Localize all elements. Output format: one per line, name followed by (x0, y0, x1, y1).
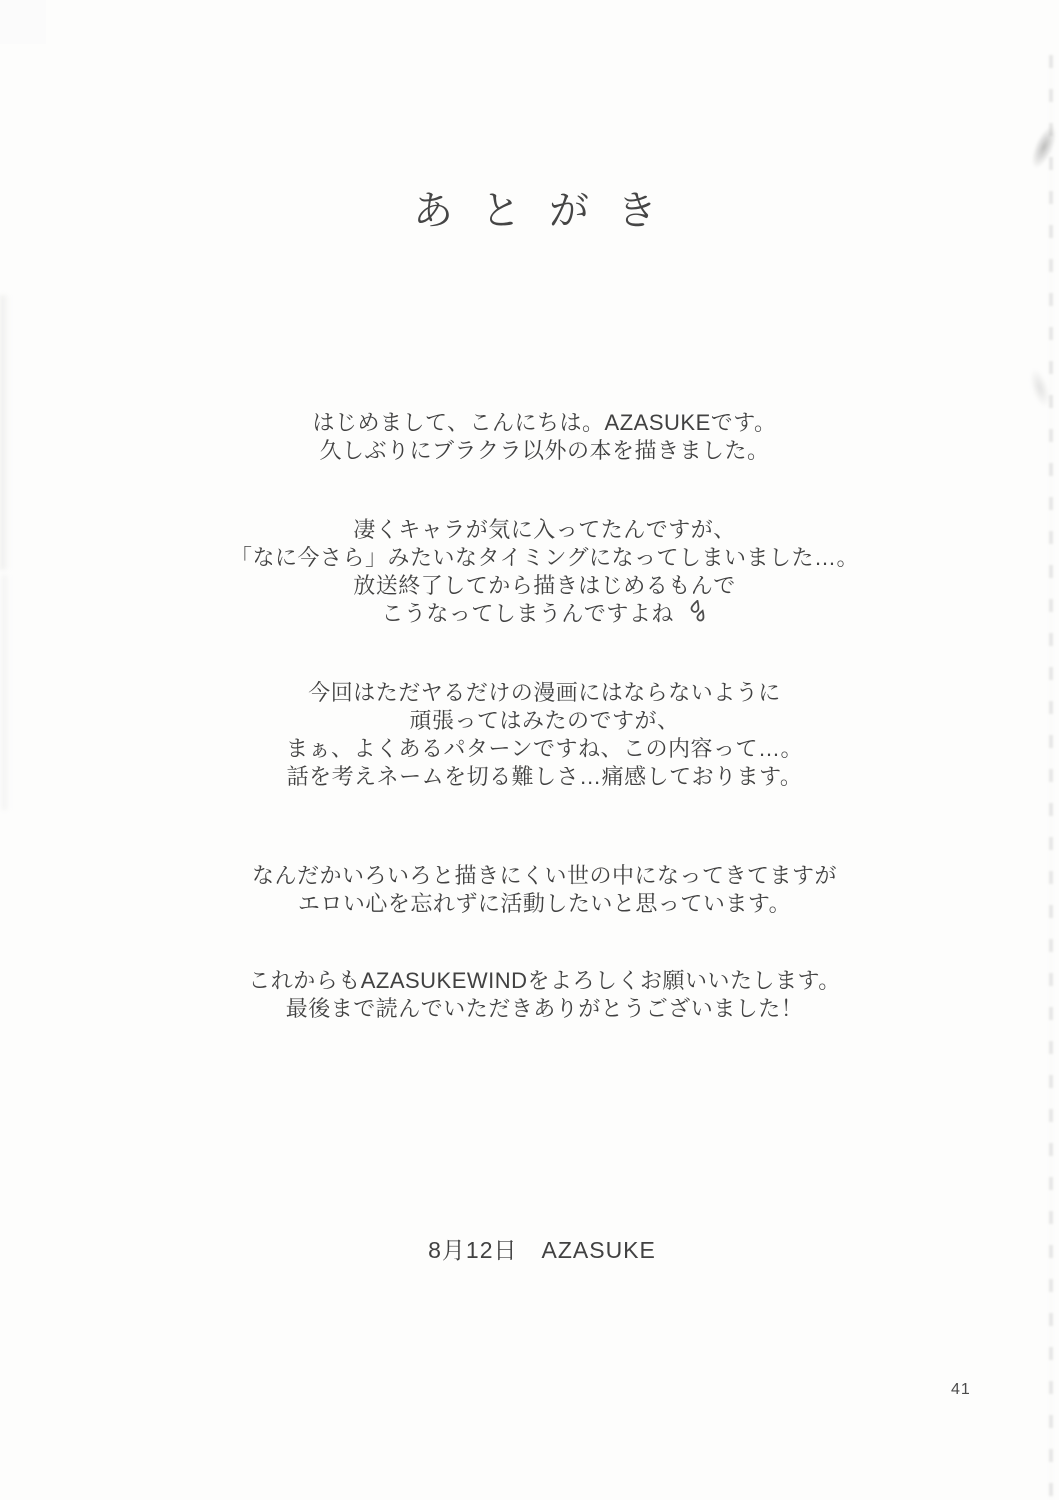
paragraph-timing (30, 516, 1059, 628)
text-line: 話を考えネームを切る難しさ…痛感しております。 (286, 764, 803, 789)
text-line: 久しぶりにブラクラ以外の本を描きました。 (319, 438, 770, 463)
text-line: なんだかいろいろと描きにくい世の中になってきてますが (251, 863, 837, 888)
text-line-text: こうなってしまうんですよね (381, 601, 674, 626)
paragraph-greeting (30, 409, 1059, 465)
text-line: まぁ、よくあるパターンですね、この内容って…。 (285, 736, 804, 761)
page-title: あとがき (413, 189, 685, 233)
scan-artifact-right-smudge (1026, 122, 1059, 171)
scan-artifact-right-smudge-2 (1026, 367, 1054, 410)
text-line: エロい心を忘れずに活動したいと思っています。 (297, 891, 792, 916)
scan-artifact-left-band-2 (2, 575, 10, 810)
text-line: 「なに今さら」みたいなタイミングになってしまいました…。 (229, 545, 860, 570)
page-number: 41 (951, 1381, 971, 1398)
text-line: 凄くキャラが気に入ってたんですが、 (353, 517, 736, 542)
text-line: これからもAZASUKEWINDをよろしくお願いいたします。 (248, 968, 841, 993)
text-line (30, 600, 1059, 628)
paragraph-effort (30, 679, 1059, 791)
scan-artifact-corner (0, 0, 46, 44)
text-line: 放送終了してから描きはじめるもんで (353, 573, 736, 598)
sweat-drops-icon (688, 600, 708, 624)
paragraph-thanks (30, 967, 1059, 1023)
paragraph-resolve (30, 862, 1059, 918)
text-line: はじめまして、こんにちは。AZASUKEです。 (312, 410, 777, 435)
signature-date-author: 8月12日 AZASUKE (428, 1237, 656, 1263)
scan-artifact-left-band (0, 295, 10, 570)
text-line: 今回はただヤるだけの漫画にはならないように (308, 680, 781, 705)
text-line: 頑張ってはみたのですが、 (409, 708, 680, 733)
text-line: 最後まで読んでいただきありがとうございました！ (285, 996, 804, 1021)
